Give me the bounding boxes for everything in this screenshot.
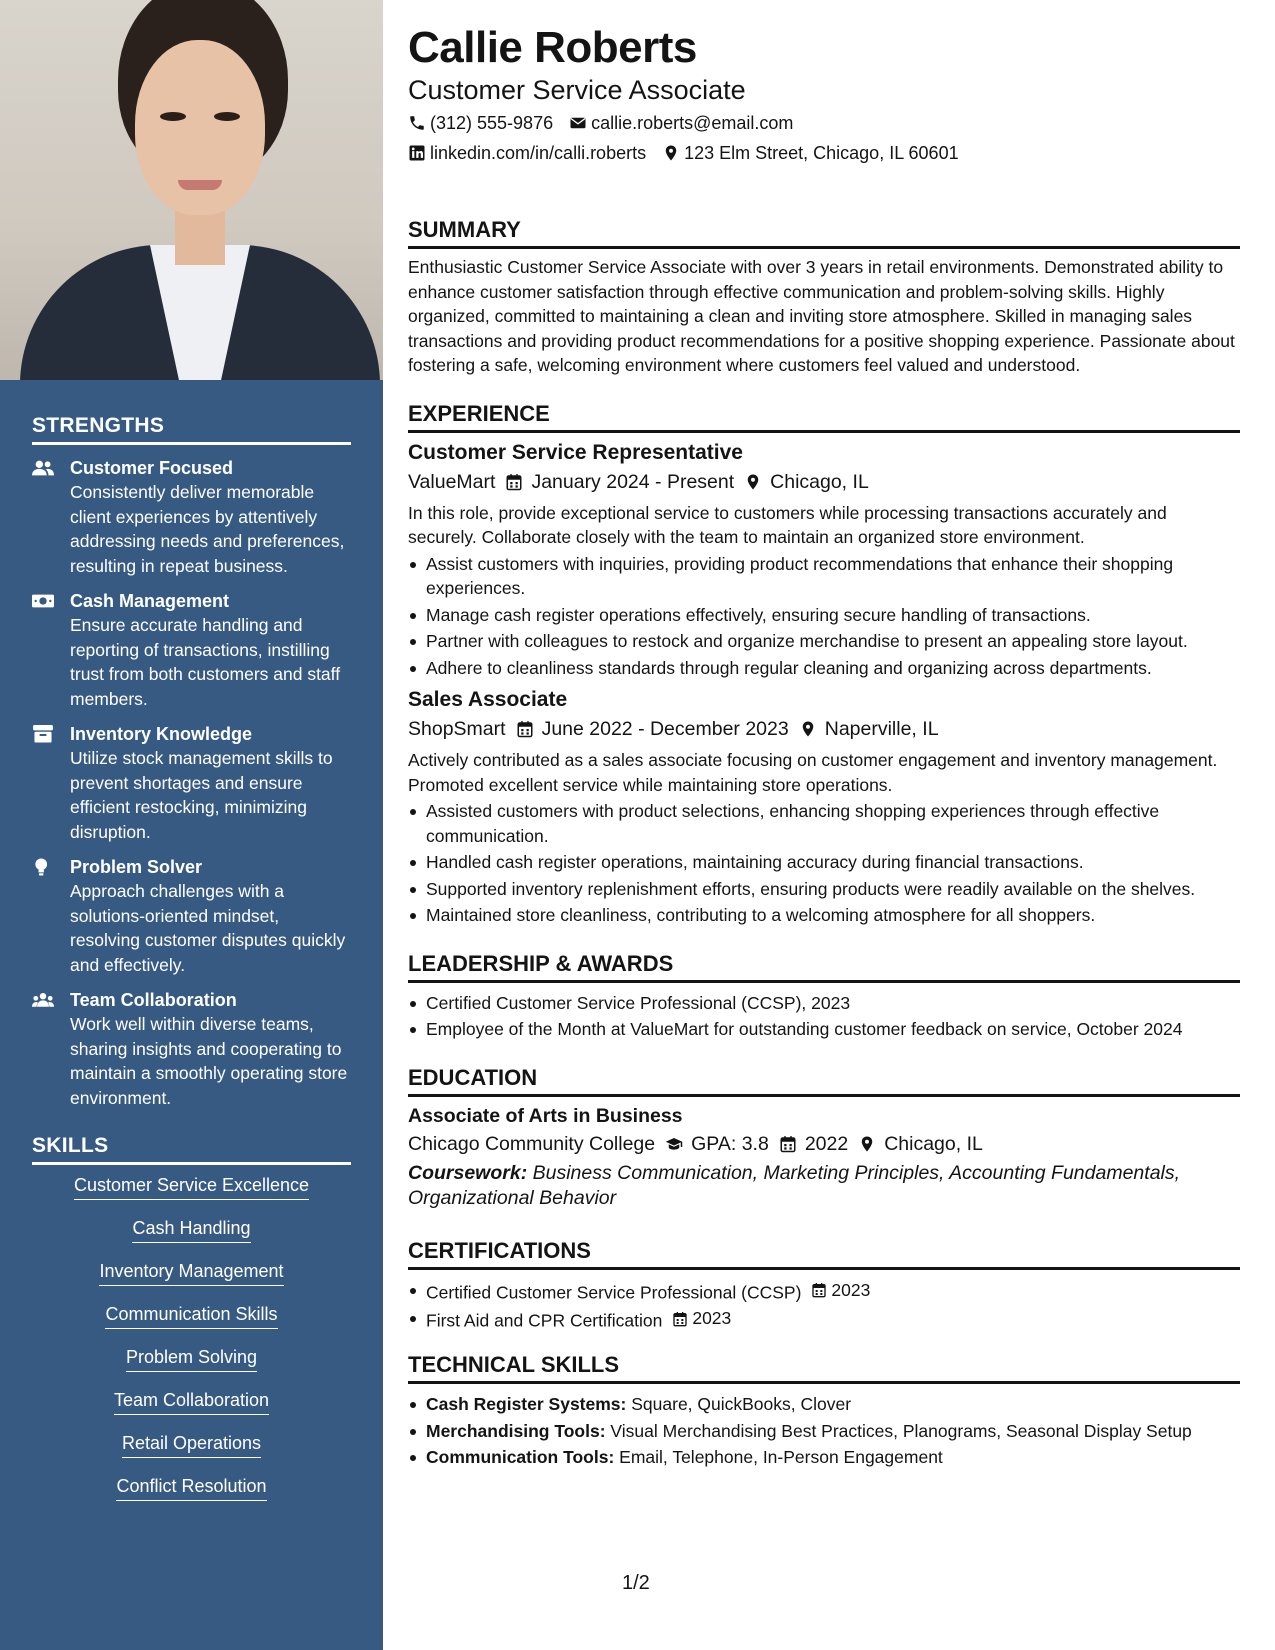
summary-heading: SUMMARY [408,216,1240,249]
list-item [408,1419,1240,1444]
cert-year: 2023 [692,1308,732,1329]
job-dates: January 2024 - Present [531,470,735,493]
job-location: Naperville, IL [824,718,939,740]
job-bullets [408,552,1240,681]
technical-list [408,1392,1240,1470]
address [662,140,959,166]
coursework-text: Business Communication, Marketing Principles, Accounting Fundamentals, Organizational Behavior [408,1161,1181,1209]
skill-tag: Customer Service Excellence [74,1175,309,1200]
linkedin-icon [408,144,426,162]
skill-tag: Retail Operations [122,1433,261,1458]
strength-desc: Utilize stock management skills to prevent shortages and ensure efficient restocking, minimizing disruption. [70,748,333,842]
strength-item [32,590,351,711]
phone-text: (312) 555-9876 [430,113,554,133]
skill-tag: Conflict Resolution [116,1476,266,1501]
list-item [408,1278,1240,1305]
address-text: 123 Elm Street, Chicago, IL 60601 [684,143,959,163]
job-entry [408,686,1240,928]
team-icon [32,989,70,1110]
job-company: ValueMart [408,470,496,493]
cert-name: Certified Customer Service Professional (CCSP) [426,1281,802,1302]
skills-list [32,1175,351,1519]
list-item: Adhere to cleanliness standards through regular cleaning and organizing across departments. [408,656,1240,681]
tech-label: Merchandising Tools: [426,1420,606,1441]
edu-gpa: GPA: 3.8 [691,1132,769,1155]
strength-item [32,457,351,578]
calendar-icon [779,1135,797,1153]
list-item: Employee of the Month at ValueMart for outstanding customer feedback on service, October 2024 [408,1017,1240,1042]
page-number: 1/2 [622,1572,650,1594]
cert-name: First Aid and CPR Certification [426,1310,663,1331]
calendar-icon [811,1282,827,1298]
strength-title: Customer Focused [70,458,234,478]
users-icon [32,457,70,578]
job-bullets [408,799,1240,928]
email[interactable] [569,110,793,136]
contact-row [408,140,1240,166]
list-item: Handled cash register operations, maintaining accuracy during financial transactions. [408,850,1240,875]
strength-item [32,989,351,1110]
contact-row [408,110,1240,136]
edu-coursework [408,1161,1240,1211]
skills-section [0,1134,383,1519]
summary-text: Enthusiastic Customer Service Associate with over 3 years in retail environments. Demonstrated ability to enhance customer satisfaction through effective communication and problem-solving skills. Highly organized, committed to maintaining a clean and inviting store atmosphere. Skilled in managing sales transactions and providing product recommendations for a positive shopping experience. Passionate about fostering a safe, welcoming environment where customers feel valued and understood. [408,257,1235,375]
list-item [408,1306,1240,1333]
strength-desc: Consistently deliver memorable client experiences by attentively addressing needs and preferences, resulting in repeat business. [70,482,345,576]
money-icon [32,590,70,711]
job-intro: In this role, provide exceptional service to customers while processing transactions accurately and securely. Collaborate closely with the team to maintain an organized store environment. [408,502,1167,547]
lightbulb-icon [32,856,70,977]
strength-title: Problem Solver [70,857,203,877]
candidate-title: Customer Service Associate [408,75,746,105]
certifications-list [408,1278,1240,1334]
strength-title: Team Collaboration [70,990,237,1010]
job-company: ShopSmart [408,718,506,740]
email-text[interactable]: callie.roberts@email.com [591,113,794,133]
sidebar [0,0,383,1650]
edu-location: Chicago, IL [884,1132,983,1155]
list-item: Supported inventory replenishment efforts, ensuring products were readily available on the shelves. [408,877,1240,902]
strength-title: Cash Management [70,591,230,611]
skill-tag: Team Collaboration [114,1390,269,1415]
skill-tag: Problem Solving [126,1347,257,1372]
education-heading: EDUCATION [408,1064,1240,1097]
coursework-label: Coursework: [408,1161,528,1184]
location-pin-icon [662,144,680,162]
edu-degree: Associate of Arts in Business [408,1104,683,1127]
tech-label: Cash Register Systems: [426,1394,627,1414]
job-entry [408,439,1240,681]
edu-meta [408,1129,1240,1159]
list-item [408,1392,1240,1417]
calendar-icon [672,1311,688,1327]
job-dates: June 2022 - December 2023 [541,718,789,740]
strength-item [32,856,351,977]
phone-icon [408,114,426,132]
job-intro: Actively contributed as a sales associate focusing on customer engagement and inventory management. Promoted excellent service while maintaining store operations. [408,750,1218,795]
skill-tag: Inventory Management [99,1261,283,1286]
box-icon [32,723,70,844]
list-item: Assist customers with inquiries, providing product recommendations that enhance their shopping experiences. [408,552,1240,601]
job-meta [408,714,1240,744]
experience-heading: EXPERIENCE [408,400,1240,433]
list-item: Partner with colleagues to restock and organize merchandise to present an appealing store layout. [408,629,1240,654]
tech-label: Communication Tools: [426,1447,615,1467]
candidate-name: Callie Roberts [408,23,697,72]
phone [408,110,553,136]
list-item: Certified Customer Service Professional (CCSP), 2023 [408,991,1240,1016]
tech-value: Square, QuickBooks, Clover [631,1394,852,1414]
certifications-heading: CERTIFICATIONS [408,1237,1240,1270]
strengths-heading: STRENGTHS [32,414,351,445]
awards-list [408,991,1240,1042]
location-pin-icon [858,1135,876,1153]
strengths-section [0,414,383,1110]
skill-tag: Cash Handling [132,1218,250,1243]
list-item [408,1445,1240,1470]
edu-year: 2022 [804,1132,849,1155]
strength-desc: Ensure accurate handling and reporting of transactions, instilling trust from both customers and staff members. [70,615,341,709]
list-item: Assisted customers with product selections, enhancing shopping experiences through effective communication. [408,799,1240,848]
strength-desc: Approach challenges with a solutions-oriented mindset, resolving customer disputes quickly and effectively. [70,881,346,975]
job-meta [408,467,1240,497]
linkedin-text[interactable]: linkedin.com/in/calli.roberts [430,143,647,163]
technical-heading: TECHNICAL SKILLS [408,1351,1240,1384]
calendar-icon [505,473,523,491]
awards-heading: LEADERSHIP & AWARDS [408,950,1240,983]
skills-heading: SKILLS [32,1134,351,1165]
graduation-cap-icon [665,1135,683,1153]
list-item: Maintained store cleanliness, contributing to a welcoming atmosphere for all shoppers. [408,903,1240,928]
tech-value: Visual Merchandising Best Practices, Planograms, Seasonal Display Setup [610,1420,1192,1441]
main-content [408,22,1240,1472]
edu-school: Chicago Community College [408,1132,656,1155]
calendar-icon [516,720,534,738]
list-item: Manage cash register operations effectively, ensuring secure handling of transactions. [408,603,1240,628]
job-role: Sales Associate [408,688,568,711]
cert-year: 2023 [831,1279,871,1300]
job-role: Customer Service Representative [408,440,743,464]
location-pin-icon [744,473,762,491]
skill-tag: Communication Skills [105,1304,277,1329]
tech-value: Email, Telephone, In-Person Engagement [619,1447,943,1467]
strength-item [32,723,351,844]
profile-photo [0,0,383,380]
strength-title: Inventory Knowledge [70,724,253,744]
job-location: Chicago, IL [770,470,869,493]
location-pin-icon [799,720,817,738]
strength-desc: Work well within diverse teams, sharing insights and cooperating to maintain a smoothly operating store environment. [70,1014,348,1108]
linkedin[interactable] [408,140,646,166]
envelope-icon [569,114,587,132]
